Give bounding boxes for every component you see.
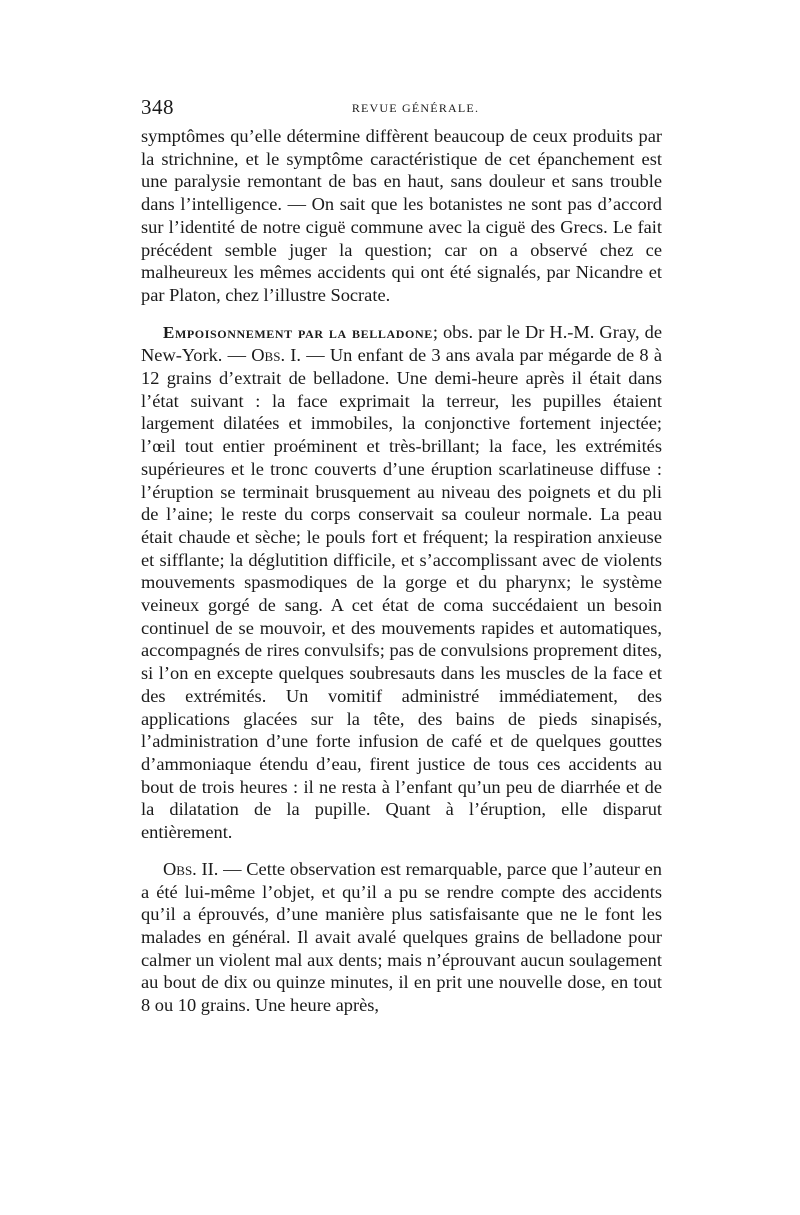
section-title: Empoisonnement par la belladone <box>163 322 433 342</box>
page-number: 348 <box>141 95 174 119</box>
obs-1-label: Obs. I. <box>251 345 302 366</box>
paragraph-2-text: — Un enfant de 3 ans avala par mégarde de 8 à 12 grains d’extrait de belladone. Une demi-heure après il était dans l’état suivant : la face exprimait la terreur, les pupilles étaient largement dilatées et immobiles, la conjonctive fortement injectée; l’œil tout entier proéminent et très-brillant; la face, les extrémités supérieures et le tronc couverts d’une éruption scarlatineuse diffuse : l’éruption se terminait brusquement au niveau des poignets et du pli de l’aine; le reste du corps conservait sa couleur normale. La peau était chaude et sèche; le pouls fort et fréquent; la respiration anxieuse et sifflante; la déglutition difficile, et s’accomplissant avec de violents mouvements spasmodiques de la gorge et du pharynx; le système veineux gorgé de sang. A cet état de coma succédaient un besoin continuel de se mouvoir, et des mouvements rapides et automatiques, accompagnés de rires convulsifs; pas de convulsions proprement dites, si l’on en excepte quelques soubresauts dans les muscles de la face et des extrémités. Un vomitif administré immédiatement, des applications glacées sur la tête, des bains de pieds sinapisés, l’administration d’une forte infusion de café et de quelques gouttes d’ammoniaque étendu d’eau, firent justice de tous ces accidents au bout de trois heures : il ne resta à l’enfant qu’un peu de diarrhée et de la dilatation de la pupille. Quant à l’éruption, elle disparut entièrement. <box>141 345 662 843</box>
paragraph-2 <box>141 321 662 844</box>
book-page <box>141 95 662 1017</box>
running-title: REVUE GÉNÉRALE. <box>351 101 480 115</box>
paragraph-3-text: — Cette observation est remarquable, parce que l’auteur en a été lui-même l’objet, et qu’il a pu se rendre compte des accidents qu’il a éprouvés, d’une manière plus satisfaisante que ne le font les malades en général. Il avait avalé quelques grains de belladone pour calmer un violent mal aux dents; mais n’éprouvant aucun soulagement au bout de dix ou quinze minutes, il en prit une nouvelle dose, en tout 8 ou 10 grains. Une heure après, <box>141 858 662 1016</box>
paragraph-1: symptômes qu’elle détermine diffèrent beaucoup de ceux produits par la strichnine, et le symptôme caractéristique de cet épanchement est une paralysie remontant de bas en haut, sans douleur et sans trouble dans l’intelligence. — On sait que les botanistes ne sont pas d’accord sur l’identité de notre ciguë commune avec la ciguë des Grecs. Le fait précédent semble juger la question; car on a observé chez ce malheureux les mêmes accidents qui ont été signalés, par Nicandre et par Platon, chez l’illustre Socrate. <box>141 126 662 305</box>
paragraph-2-lead: ; obs. par le Dr H.-M. Gray, de New-York. — <box>141 321 662 366</box>
body-text <box>141 125 662 1017</box>
page-header <box>141 95 662 125</box>
obs-2-label: Obs. II. <box>163 858 219 879</box>
paragraph-3 <box>141 858 662 1017</box>
